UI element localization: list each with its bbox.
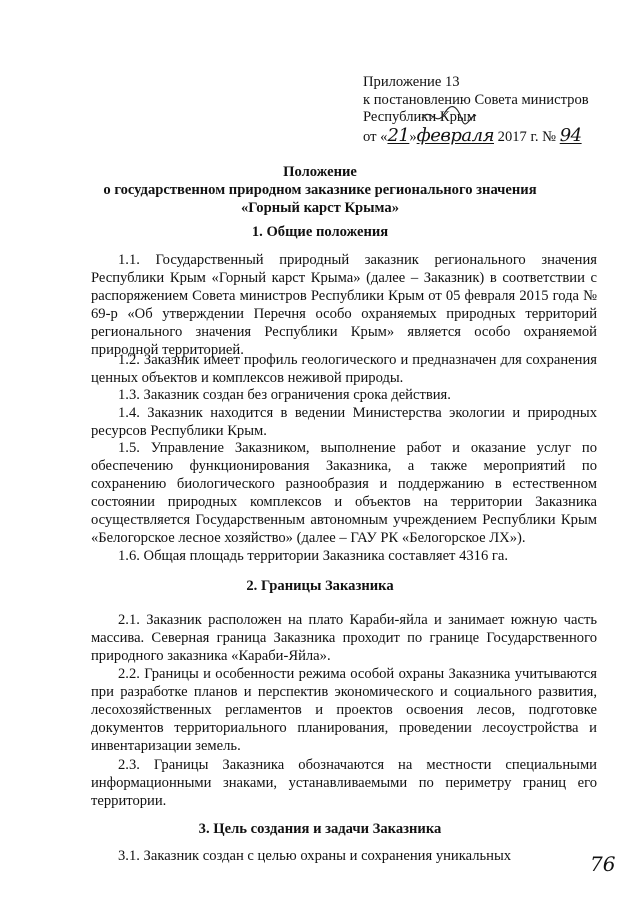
paragraph-1-5: 1.5. Управление Заказником, выполнение работ и оказание услуг по обеспечению функционирования Заказника, а также мероприятий по сохранению биологического разнообразия и поддержанию в естественном состоянии природных комплексов и объектов на территории Заказника осуществляется Государственным автономным учреждением Республики Крым «Белогорское лесное хозяйство» (далее – ГАУ РК «Белогорское ЛХ»). xyxy=(91,440,597,546)
section-1-heading: 1. Общие положения xyxy=(251,224,389,240)
document-number-handwritten: 94 xyxy=(559,124,582,146)
paragraph-1-4: 1.4. Заказник находится в ведении Министерства экологии и природных ресурсов Республики Крым. xyxy=(91,405,597,439)
paragraph-2-1: 2.1. Заказник расположен на плато Караби-яйла и занимает южную часть массива. Северная граница Заказника проходит по границе Государственного природного заказника «Караби-Яйла». xyxy=(91,612,597,664)
appendix-title: Приложение 13 xyxy=(363,74,460,90)
title-line-3: «Горный карст Крыма» xyxy=(241,200,399,216)
date-prefix: от « xyxy=(363,128,388,145)
paragraph-3-1: 3.1. Заказник создан с целью охраны и сохранения уникальных xyxy=(118,848,512,864)
section-2-heading: 2. Границы Заказника xyxy=(246,578,394,594)
title-line-2: о государственном природном заказнике регионального значения xyxy=(103,182,537,198)
appendix-republic: Республики Крым xyxy=(363,109,476,125)
paragraph-2-2: 2.2. Границы и особенности режима особой охраны Заказника учитываются при разработке планов и перспектив экономического и социального развития, лесохозяйственных регламентов и проектов освоения лесов, подготовке документов территориального планирования, проведении лесоустройства и инвентаризации земель. xyxy=(91,666,597,754)
date-year: 2017 г. № xyxy=(494,128,560,145)
paragraph-1-6: 1.6. Общая площадь территории Заказника составляет 4316 га. xyxy=(118,548,509,564)
section-3-heading: 3. Цель создания и задачи Заказника xyxy=(198,821,442,837)
paragraph-2-3: 2.3. Границы Заказника обозначаются на местности специальными информационными знаками, устанавливаемыми по периметру границ его территории. xyxy=(91,757,597,809)
paragraph-1-2: 1.2. Заказник имеет профиль геологического и предназначен для сохранения ценных объектов и комплексов неживой природы. xyxy=(91,352,597,386)
date-day-handwritten: 21 xyxy=(387,124,410,146)
signature-scrawl xyxy=(418,104,478,130)
handwritten-page-mark: 76 xyxy=(590,852,616,876)
paragraph-1-3: 1.3. Заказник создан без ограничения срока действия. xyxy=(118,387,451,403)
date-mid: » xyxy=(409,128,417,145)
paragraph-1-1: 1.1. Государственный природный заказник регионального значения Республики Крым «Горный карст Крыма» (далее – Заказник) в соответствии с распоряжением Совета министров Республики Крым от 05 февраля 2015 года № 69-р «Об утверждении Перечня особо охраняемых природных территорий регионального значения Республики Крым» является особо охраняемой природной территорией. xyxy=(91,252,597,358)
document-title xyxy=(40,163,600,217)
appendix-resolution: к постановлению Совета министров xyxy=(363,91,589,108)
date-month-handwritten: февраля xyxy=(416,124,494,146)
title-line-1: Положение xyxy=(283,164,357,180)
